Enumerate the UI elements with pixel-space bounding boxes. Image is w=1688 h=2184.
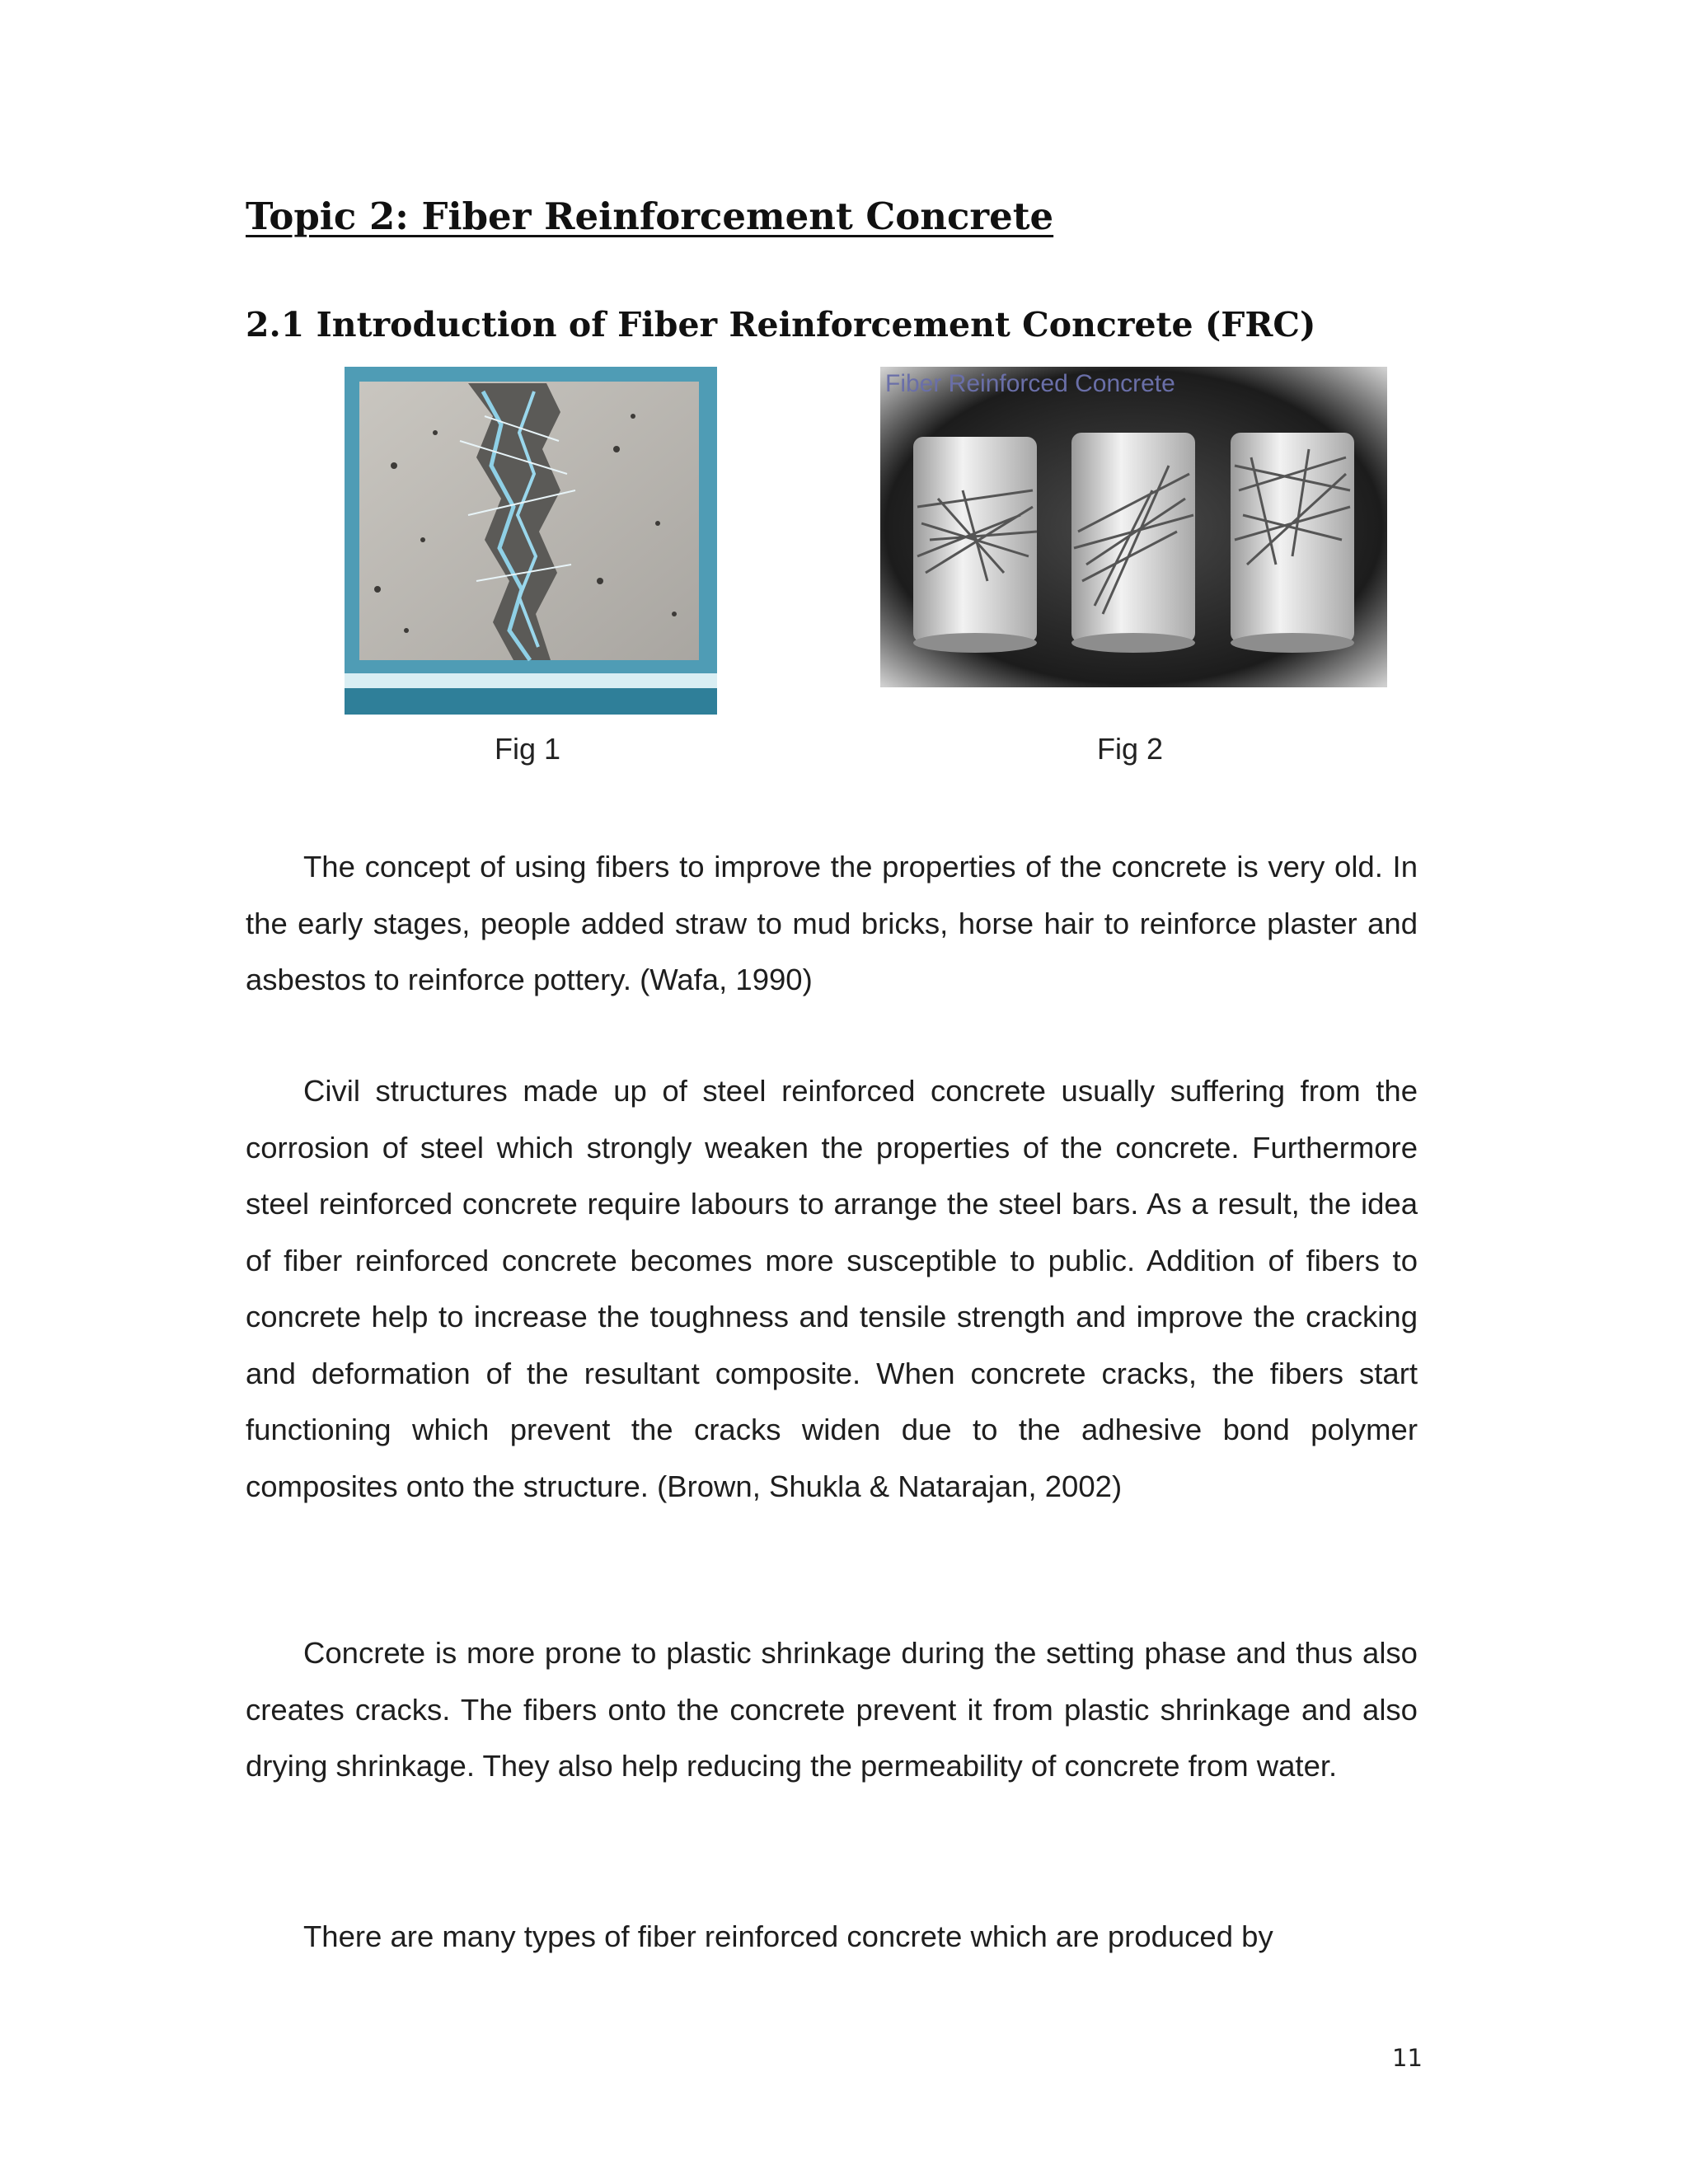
topic-title: Topic 2: Fiber Reinforcement Concrete — [246, 194, 1054, 238]
figure-1-cracked-slab-image — [345, 367, 717, 715]
paragraph-1: The concept of using fibers to improve the properties of the concrete is very old. In the early stages, people added straw to mud bricks, horse hair to reinforce plaster and asbestos to reinforce pottery. (Wafa, 1990) — [246, 850, 1418, 996]
figure-2-concrete-cylinders-image — [880, 367, 1387, 687]
page-number: 11 — [1392, 2044, 1423, 2072]
cracked-slab-illustration — [345, 367, 717, 715]
concrete-cylinders-illustration — [880, 367, 1387, 687]
paragraph-3: Concrete is more prone to plastic shrinkage during the setting phase and thus also creates cracks. The fibers onto the concrete prevent it from plastic shrinkage and also drying shrinkage. They also help reducing the permeability of concrete from water. — [246, 1636, 1418, 1783]
paragraph-2: Civil structures made up of steel reinforced concrete usually suffering from the corrosion of steel which strongly weaken the properties of the concrete. Furthermore steel reinforced concrete require labours to arrange the steel bars. As a result, the idea of fiber reinforced concrete becomes more susceptible to public. Addition of fibers to concrete help to increase the toughness and tensile strength and improve the cracking and deformation of the resultant composite. When concrete cracks, the fibers start functioning which prevent the cracks widen due to the adhesive bond polymer composites onto the structure. (Brown, Shukla & Natarajan, 2002) — [246, 1074, 1418, 1503]
figure-1-caption: Fig 1 — [495, 732, 561, 766]
section-title: 2.1 Introduction of Fiber Reinforcement Concrete (FRC) — [246, 305, 1316, 344]
figure-2-image-text: Fiber Reinforced Concrete — [885, 370, 1175, 397]
figure-2-caption: Fig 2 — [1097, 732, 1164, 766]
paragraph-4: There are many types of fiber reinforced concrete which are produced by — [303, 1919, 1273, 1953]
